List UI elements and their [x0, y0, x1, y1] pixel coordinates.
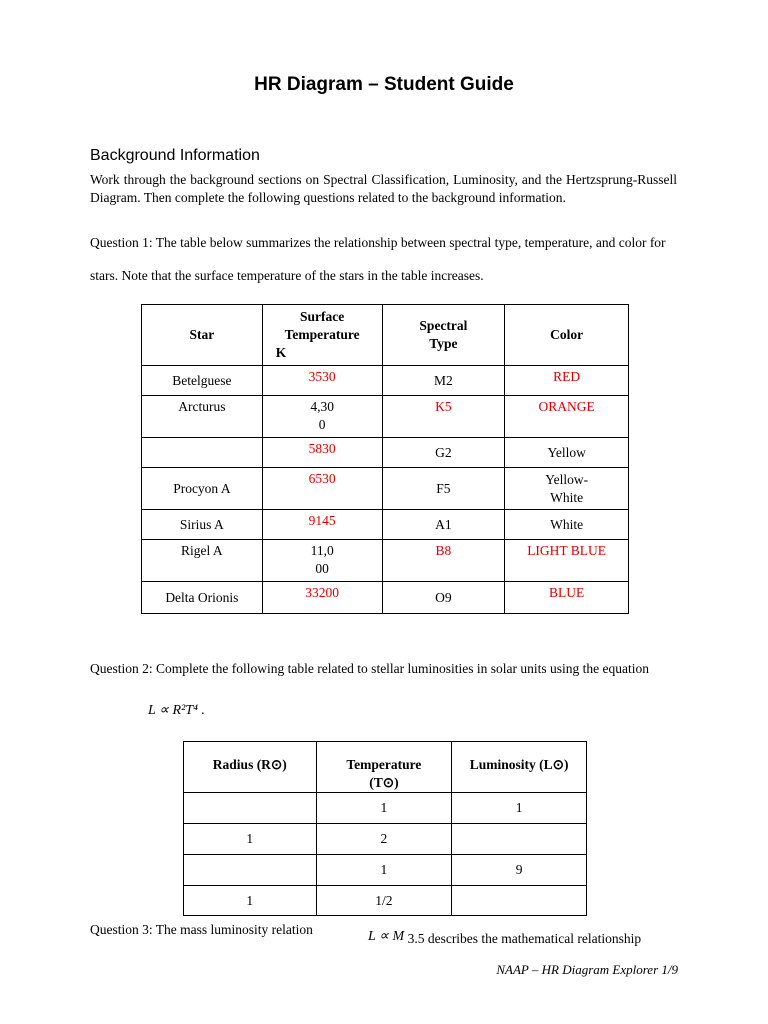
cell-line: White	[550, 489, 584, 505]
cell-temp[interactable]: 6530	[262, 468, 382, 510]
cell-temp: 1	[316, 855, 452, 886]
table-row	[184, 793, 587, 824]
col-header-color: Color	[505, 305, 629, 366]
cell-radius: 1	[184, 824, 317, 855]
header-line: Temperature	[346, 757, 422, 772]
cell-star: Arcturus	[142, 396, 263, 438]
cell-lum[interactable]	[452, 886, 587, 916]
cell-temp	[262, 396, 382, 438]
cell-temp: 1	[316, 793, 452, 824]
cell-lum[interactable]	[452, 824, 587, 855]
cell-star: Procyon A	[142, 468, 263, 510]
header-line: Temperature	[284, 327, 360, 342]
table-row	[142, 438, 629, 468]
cell-temp	[262, 540, 382, 582]
cell-star[interactable]	[142, 438, 263, 468]
spectral-table	[141, 304, 629, 614]
cell-temp[interactable]: 33200	[262, 582, 382, 614]
cell-spectral: M2	[382, 366, 505, 396]
cell-color: Yellow	[505, 438, 629, 468]
table-header-row	[184, 742, 587, 793]
cell-lum: 9	[452, 855, 587, 886]
table-row	[142, 366, 629, 396]
page-footer: NAAP – HR Diagram Explorer 1/9	[496, 962, 678, 977]
col-header-spectral	[382, 305, 505, 366]
cell-temp[interactable]: 5830	[262, 438, 382, 468]
cell-color[interactable]: ORANGE	[505, 396, 629, 438]
table-row	[184, 886, 587, 916]
cell-line: 11,0	[310, 543, 334, 558]
table-row	[184, 855, 587, 886]
cell-line: 4,30	[310, 399, 334, 414]
cell-temp: 1/2	[316, 886, 452, 916]
luminosity-table	[183, 741, 587, 916]
cell-temp[interactable]: 3530	[262, 366, 382, 396]
header-line: Type	[429, 336, 458, 351]
header-line: (T⊙)	[369, 775, 399, 790]
cell-line: Yellow-	[545, 471, 589, 487]
col-header-radius: Radius (R⊙)	[184, 742, 317, 793]
equation-exponent: 3.5	[407, 931, 425, 946]
table-row	[142, 582, 629, 614]
table-row	[142, 540, 629, 582]
cell-color[interactable]: BLUE	[505, 582, 629, 614]
table-row	[184, 824, 587, 855]
section-heading: Background Information	[90, 147, 260, 164]
cell-radius: 1	[184, 886, 317, 916]
cell-color	[505, 468, 629, 510]
cell-spectral: O9	[382, 582, 505, 614]
cell-temp: 2	[316, 824, 452, 855]
page-title: HR Diagram – Student Guide	[254, 74, 514, 95]
header-line: K	[275, 345, 287, 360]
cell-color[interactable]: RED	[505, 366, 629, 396]
table-row	[142, 510, 629, 540]
cell-color[interactable]: LIGHT BLUE	[505, 540, 629, 582]
cell-spectral[interactable]: K5	[382, 396, 505, 438]
cell-radius[interactable]	[184, 855, 317, 886]
question-1-text: Question 1: The table below summarizes the relationship between spectral type, temperature, and color for stars. Note that the surface temperature of the stars in the table increases.	[90, 235, 666, 283]
cell-spectral: G2	[382, 438, 505, 468]
cell-line: 0	[318, 417, 326, 432]
table-row	[142, 468, 629, 510]
cell-spectral: F5	[382, 468, 505, 510]
cell-star: Delta Orionis	[142, 582, 263, 614]
background-paragraph: Work through the background sections on Spectral Classification, Luminosity, and the Hertzsprung-Russell Diagram. Then complete the following questions related to the background information.	[90, 172, 677, 205]
mass-luminosity-line	[368, 928, 641, 945]
cell-star: Sirius A	[142, 510, 263, 540]
table-row	[142, 396, 629, 438]
col-header-star: Star	[142, 305, 263, 366]
header-line: Surface	[300, 309, 345, 324]
table-header-row	[142, 305, 629, 366]
cell-color: White	[505, 510, 629, 540]
mass-luminosity-equation: L ∝ M	[368, 929, 405, 944]
cell-line: 00	[315, 561, 329, 576]
question-3-rest: describes the mathematical relationship	[427, 931, 642, 946]
col-header-temperature	[316, 742, 452, 793]
col-header-luminosity: Luminosity (L⊙)	[452, 742, 587, 793]
col-header-temperature	[262, 305, 382, 366]
header-line: Spectral	[419, 318, 468, 333]
cell-spectral[interactable]: B8	[382, 540, 505, 582]
luminosity-equation: L ∝ R²T⁴ .	[148, 703, 205, 718]
question-2-text: Question 2: Complete the following table related to stellar luminosities in solar units using the equation	[90, 661, 650, 676]
cell-star: Betelguese	[142, 366, 263, 396]
cell-spectral: A1	[382, 510, 505, 540]
question-3-text: Question 3: The mass luminosity relation	[90, 922, 313, 937]
cell-lum: 1	[452, 793, 587, 824]
cell-temp[interactable]: 9145	[262, 510, 382, 540]
cell-radius[interactable]	[184, 793, 317, 824]
cell-star: Rigel A	[142, 540, 263, 582]
